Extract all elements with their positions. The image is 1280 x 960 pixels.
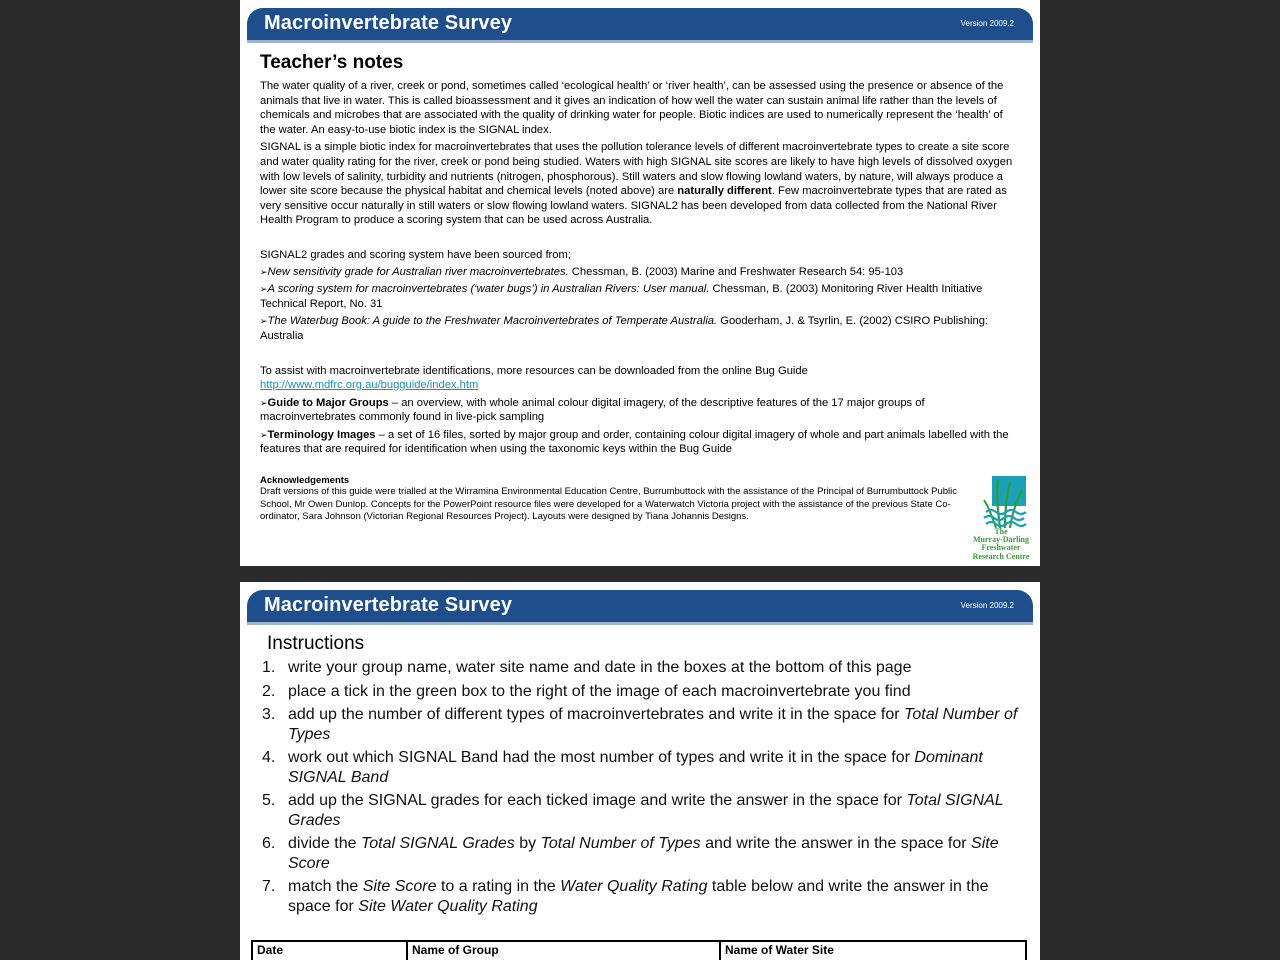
instruction-number: 5. bbox=[262, 792, 276, 809]
instruction-emphasis: Total SIGNAL Grades bbox=[288, 792, 1004, 829]
instruction-number: 4. bbox=[262, 749, 276, 766]
group-name-label: Name of Group bbox=[412, 943, 499, 957]
arrow-bullet-icon: ➢ bbox=[260, 429, 268, 440]
resource-description: – a set of 16 files, sorted by major group and order, containing colour digital imagery of whole and part animals labelled with the features that are required for identification when using the taxonomic keys within the Bug Guide bbox=[260, 428, 1009, 456]
instruction-item bbox=[262, 877, 1022, 916]
instruction-item bbox=[262, 705, 1022, 744]
date-label: Date bbox=[257, 943, 284, 957]
water-site-label: Name of Water Site bbox=[725, 943, 834, 957]
resource-description: – an overview, with whole animal colour digital imagery, of the descriptive features of the 17 major groups of macroinvertebrates commonly found in live-pick sampling bbox=[260, 396, 925, 424]
instruction-emphasis: Total Number of Types bbox=[288, 706, 1018, 743]
reference-citation: Chessman, B. (2003) Monitoring River Health Initiative Technical Report, No. 31 bbox=[260, 283, 983, 310]
instruction-text: divide the bbox=[288, 835, 361, 852]
teachers-notes-section bbox=[260, 52, 1020, 524]
instructions-heading: Instructions bbox=[267, 633, 365, 654]
bug-guide-link-line bbox=[260, 378, 1020, 393]
arrow-bullet-icon: ➢ bbox=[260, 316, 268, 327]
document-page-1 bbox=[240, 0, 1040, 566]
reference-citation: Chessman, B. (2003) Marine and Freshwater Research 54: 95-103 bbox=[568, 265, 904, 278]
resource-item bbox=[260, 428, 1020, 457]
bug-guide-link[interactable]: http://www.mdfrc.org.au/bugguide/index.htm bbox=[260, 379, 479, 392]
sources-intro: SIGNAL2 grades and scoring system have been sourced from; bbox=[260, 248, 571, 261]
reference-item bbox=[260, 265, 1020, 280]
logo-line: Freshwater bbox=[981, 543, 1021, 553]
logo-line: The bbox=[994, 527, 1008, 536]
logo-line: Research Centre bbox=[972, 551, 1030, 561]
instruction-number: 7. bbox=[262, 878, 276, 895]
instruction-text: by bbox=[514, 835, 541, 852]
instruction-number: 1. bbox=[262, 659, 276, 676]
logo-line: Murray-Darling bbox=[973, 535, 1029, 545]
header-version: Version 2009.2 bbox=[960, 19, 1014, 28]
page-header-banner bbox=[247, 590, 1033, 622]
instruction-text: to a rating in the bbox=[436, 878, 561, 895]
header-title: Macroinvertebrate Survey bbox=[264, 594, 513, 616]
instruction-text: table below and write the answer in the space for bbox=[288, 878, 989, 915]
instructions-list bbox=[262, 658, 1022, 920]
instruction-text: add up the number of different types of macroinvertebrates and write it in the space for bbox=[288, 706, 905, 723]
header-title: Macroinvertebrate Survey bbox=[264, 12, 513, 34]
logo-text bbox=[970, 528, 1032, 561]
instruction-item bbox=[262, 658, 1022, 678]
instruction-emphasis: Dominant SIGNAL Band bbox=[288, 749, 983, 786]
arrow-bullet-icon: ➢ bbox=[260, 397, 268, 408]
instruction-number: 6. bbox=[262, 835, 276, 852]
instruction-emphasis: Site Score bbox=[288, 835, 999, 872]
instruction-item bbox=[262, 791, 1022, 830]
instruction-item bbox=[262, 682, 1022, 702]
group-name-cell[interactable] bbox=[407, 941, 720, 960]
reference-citation: Gooderham, J. & Tsyrlin, E. (2002) CSIRO Publishing: Australia bbox=[260, 315, 989, 342]
signal-paragraph-part-1: SIGNAL is a simple biotic index for macroinvertebrates that uses the pollution tolerance levels of different macroinvertebrate types to create a site score and water quality rating for the river, creek or pond being studied. Waters with high SIGNAL site scores are likely to have high levels of dissolved oxygen with low levels of salinity, turbidity and nutrients (nitrogen, phosphorous). Still waters and slow flowing lowland waters, by nature, will always produce a lower site score because the physical habitat and chemical levels (noted above) are bbox=[260, 141, 1013, 198]
water-site-cell[interactable] bbox=[720, 941, 1026, 960]
instruction-item bbox=[262, 834, 1022, 873]
assist-text: To assist with macroinvertebrate identifications, more resources can be downloaded from the online Bug Guide bbox=[260, 364, 808, 377]
instruction-text: match the bbox=[288, 878, 363, 895]
instruction-text: place a tick in the green box to the right of the image of each macroinvertebrate you find bbox=[288, 682, 911, 700]
reference-title: New sensitivity grade for Australian river macroinvertebrates. bbox=[267, 265, 569, 278]
arrow-bullet-icon: ➢ bbox=[260, 266, 268, 277]
instruction-text: work out which SIGNAL Band had the most number of types and write it in the space for bbox=[288, 749, 915, 766]
date-cell[interactable] bbox=[252, 941, 407, 960]
instruction-number: 3. bbox=[262, 706, 276, 723]
arrow-bullet-icon: ➢ bbox=[260, 284, 268, 295]
instruction-text: add up the SIGNAL grades for each ticked image and write the answer in the space for bbox=[288, 792, 907, 809]
reference-item bbox=[260, 314, 1020, 343]
instruction-text: and write the answer in the space for bbox=[700, 835, 972, 852]
instruction-emphasis: Site Score bbox=[362, 878, 437, 895]
intro-paragraph: The water quality of a river, creek or pond, sometimes called ‘ecological health’ or ‘river health’, can be assessed using the presence or absence of the animals that live in water. This is called bioassessment and it gives an indication of how well the water can sustain animal life rather than the levels of chemicals and microbes that are associated with the quality of drinking water for people. Biotic indices are used to numerically represent the ‘health’ of the water. An easy-to-use biotic index is the SIGNAL index. bbox=[260, 80, 1004, 136]
reference-title: A scoring system for macroinvertebrates (‘water bugs’) in Australian Rivers: User manual. bbox=[267, 283, 710, 296]
acknowledgements-heading: Acknowledgements bbox=[260, 475, 350, 487]
acknowledgements-text: Draft versions of this guide were trialled at the Wirramina Environmental Education Centre, Burrumbuttock with the assistance of the Principal of Burrumbuttock Public School, Mr Owen Dunlop. Concepts for the PowerPoint resource files were developed for a Waterwatch Victoria project with the assistance of the previous State Co-ordinator, Sara Johnson (Victorian Regional Resources Project). Layouts were designed by Tiana Johannis Designs. bbox=[260, 486, 957, 523]
resource-title: Terminology Images bbox=[267, 428, 376, 441]
instruction-emphasis: Water Quality Rating bbox=[560, 878, 708, 895]
document-page-2 bbox=[240, 582, 1040, 960]
reference-title: The Waterbug Book: A guide to the Freshwater Macroinvertebrates of Temperate Australia. bbox=[267, 315, 718, 328]
instruction-number: 2. bbox=[262, 682, 276, 700]
instruction-text: write your group name, water site name and date in the boxes at the bottom of this page bbox=[288, 659, 912, 676]
signal-paragraph-part-2: . Few macroinvertebrate types that are rated as very sensitive occur naturally in still waters or slow flowing lowland waters. SIGNAL2 has been developed from data collected from the National River Health Program to produce a scoring system that can be used across Australia. bbox=[260, 185, 1007, 227]
resource-title: Guide to Major Groups bbox=[267, 396, 389, 409]
instruction-emphasis: Total Number of Types bbox=[540, 835, 701, 852]
mdfrc-logo bbox=[970, 476, 1032, 564]
section-heading: Teacher’s notes bbox=[260, 52, 404, 73]
signal-paragraph-bold: naturally different bbox=[677, 185, 772, 198]
resource-item bbox=[260, 396, 1020, 425]
page-header-banner bbox=[247, 8, 1033, 40]
instruction-emphasis: Site Water Quality Rating bbox=[358, 897, 538, 915]
signal-paragraph bbox=[260, 140, 1020, 228]
instruction-item bbox=[262, 748, 1022, 787]
header-version: Version 2009.2 bbox=[960, 601, 1014, 610]
reference-item bbox=[260, 282, 1020, 311]
instruction-emphasis: Total SIGNAL Grades bbox=[360, 835, 515, 852]
survey-details-table bbox=[251, 940, 1027, 960]
reeds-water-logo-icon bbox=[970, 476, 1032, 530]
